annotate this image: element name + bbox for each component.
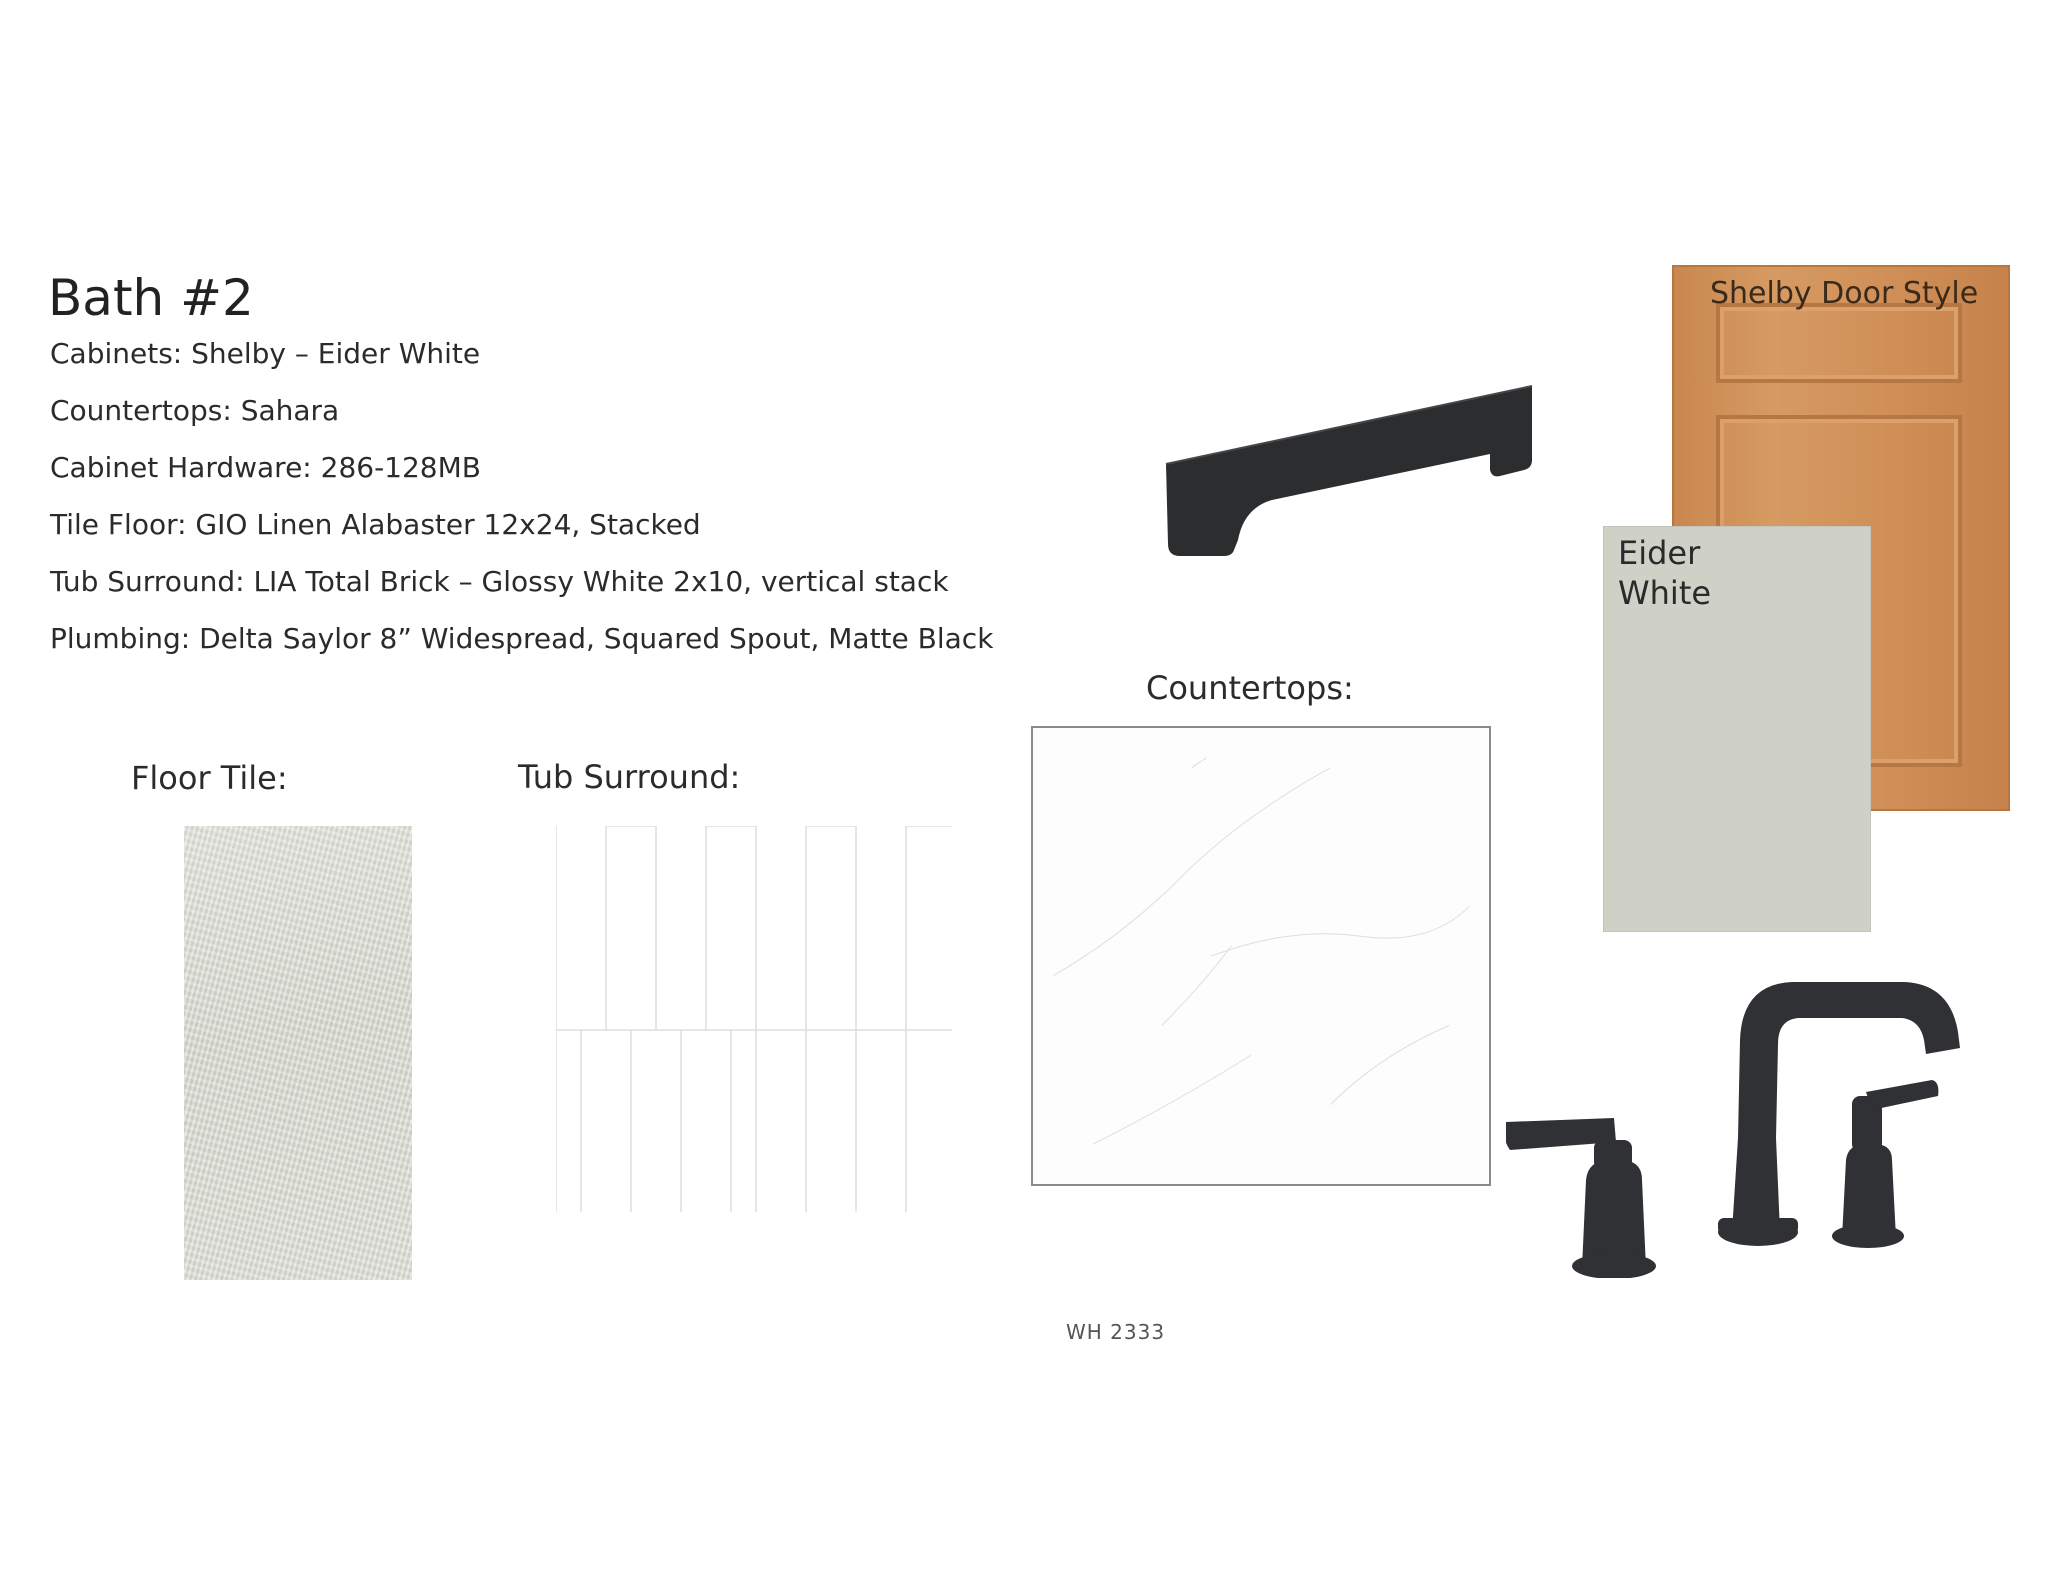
footer-code: WH 2333 — [1066, 1320, 1166, 1344]
eider-label-line2: White — [1618, 574, 1712, 612]
eider-label-line1: Eider — [1618, 534, 1701, 572]
eider-white-label — [1618, 533, 1711, 613]
floor-tile-swatch — [184, 826, 412, 1280]
door-top-panel — [1716, 303, 1962, 383]
spec-tile-floor: Tile Floor: GIO Linen Alabaster 12x24, Stacked — [50, 508, 701, 541]
spec-plumbing: Plumbing: Delta Saylor 8” Widespread, Squared Spout, Matte Black — [50, 622, 994, 655]
door-style-label: Shelby Door Style — [1710, 276, 1979, 311]
cabinet-pull-icon — [1160, 380, 1540, 560]
floor-tile-label: Floor Tile: — [131, 759, 288, 797]
page-title: Bath #2 — [48, 269, 254, 327]
spec-cabinets: Cabinets: Shelby – Eider White — [50, 337, 481, 370]
spec-tub-surround: Tub Surround: LIA Total Brick – Glossy White 2x10, vertical stack — [50, 565, 949, 598]
spec-cabinet-hardware: Cabinet Hardware: 286-128MB — [50, 451, 481, 484]
spec-countertops: Countertops: Sahara — [50, 394, 340, 427]
widespread-faucet-icon — [1506, 970, 1972, 1278]
eider-white-swatch — [1603, 526, 1871, 932]
countertop-swatch — [1031, 726, 1491, 1186]
tub-surround-swatch — [556, 826, 952, 1212]
tub-surround-label: Tub Surround: — [518, 758, 741, 796]
countertops-label: Countertops: — [1146, 669, 1354, 707]
